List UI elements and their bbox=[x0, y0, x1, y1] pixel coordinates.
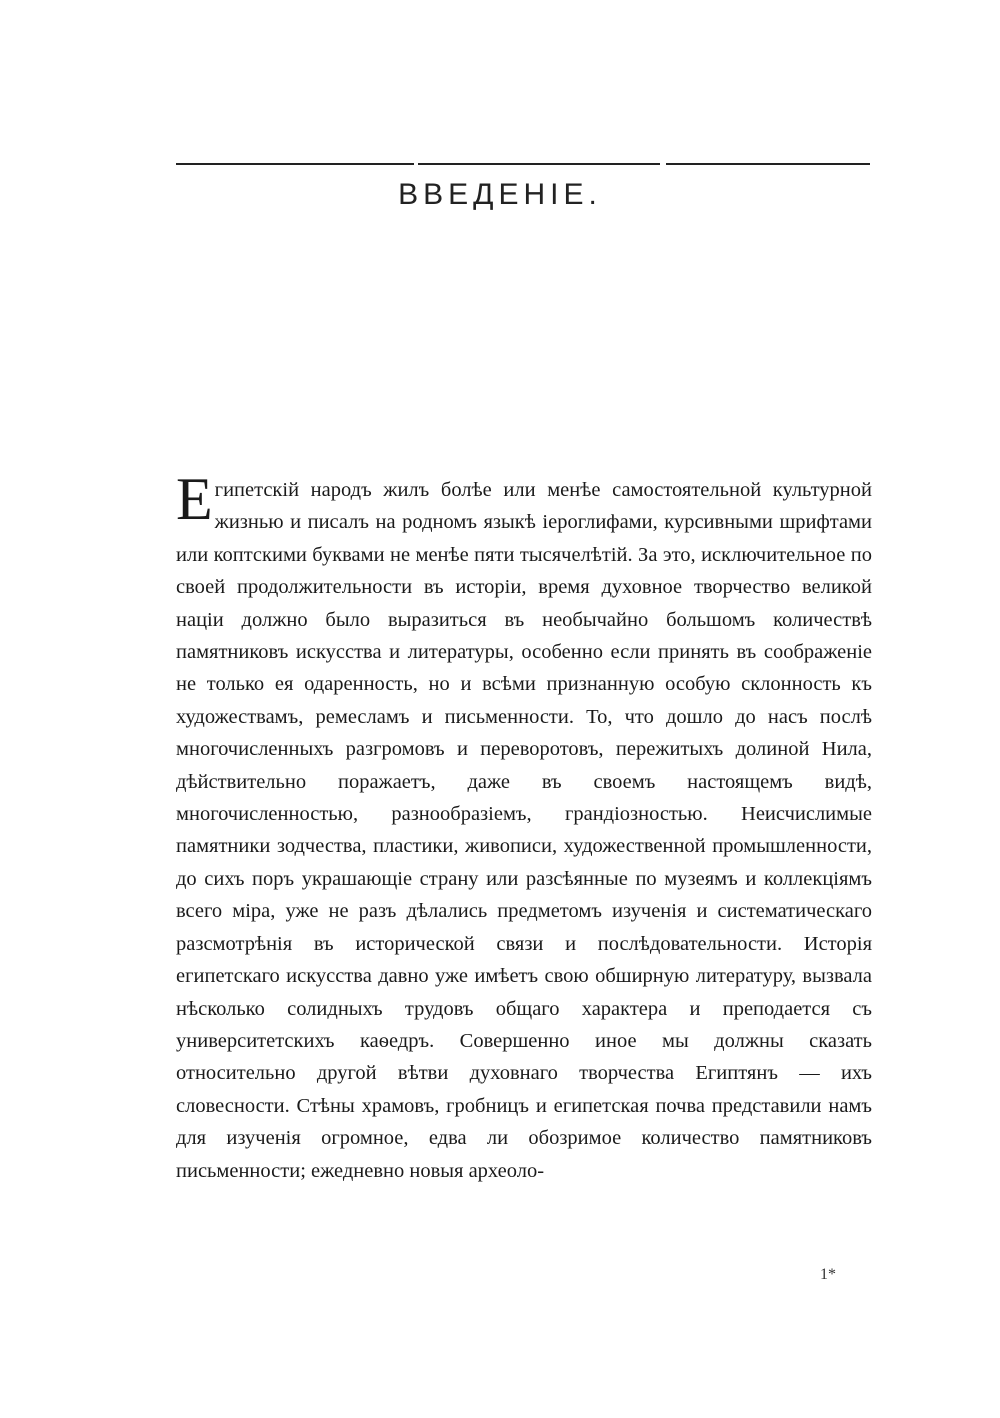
header-rule-left bbox=[176, 163, 414, 165]
chapter-heading: ВВЕДЕНІЕ. bbox=[398, 178, 602, 211]
header-rule-right bbox=[666, 163, 870, 165]
drop-cap: Е bbox=[176, 466, 213, 532]
body-paragraph bbox=[176, 466, 872, 1187]
paragraph-text: гипетскій народъ жилъ болѣе или менѣе самостоятельной культурной жизнью и писалъ на родномъ языкѣ іероглифами, курсивными шрифтами или коптскими буквами не менѣе пяти тысячелѣтій. За это, исключительное по своей продолжительности въ исторіи, время духовное творчество великой націи должно было выразиться въ необычайно большомъ количествѣ памятниковъ искусства и литературы, особенно если принять въ соображеніе не только ея одаренность, но и всѣми признанную особую склонность къ художествамъ, ремесламъ и письменности. То, что дошло до насъ послѣ многочисленныхъ разгромовъ и переворотовъ, пережитыхъ долиной Нила, дѣйствительно поражаетъ, даже въ своемъ настоящемъ видѣ, многочисленностью, разнообразіемъ, грандіозностью. Неисчислимые памятники зодчества, пластики, живописи, художественной промышленности, до сихъ поръ украшающіе страну или разсѣянные по музеямъ и коллекціямъ всего міра, уже не разъ дѣлались предметомъ изученія и систематическаго разсмотрѣнія въ исторической связи и послѣдовательности. Исторія египетскаго искусства давно уже имѣетъ свою обширную литературу, вызвала нѣсколько солидныхъ трудовъ общаго характера и преподается съ университетскихъ каѳедръ. Совершенно иное мы должны сказать относительно другой вѣтви духовнаго творчества Египтянъ — ихъ словесности. Стѣны храмовъ, гробницъ и египетская почва представили намъ для изученія огромное, едва ли обозримое количество памятниковъ письменности; ежедневно новыя археоло- bbox=[176, 479, 872, 1182]
signature-mark: 1* bbox=[820, 1266, 836, 1283]
header-rule-middle bbox=[418, 163, 660, 165]
